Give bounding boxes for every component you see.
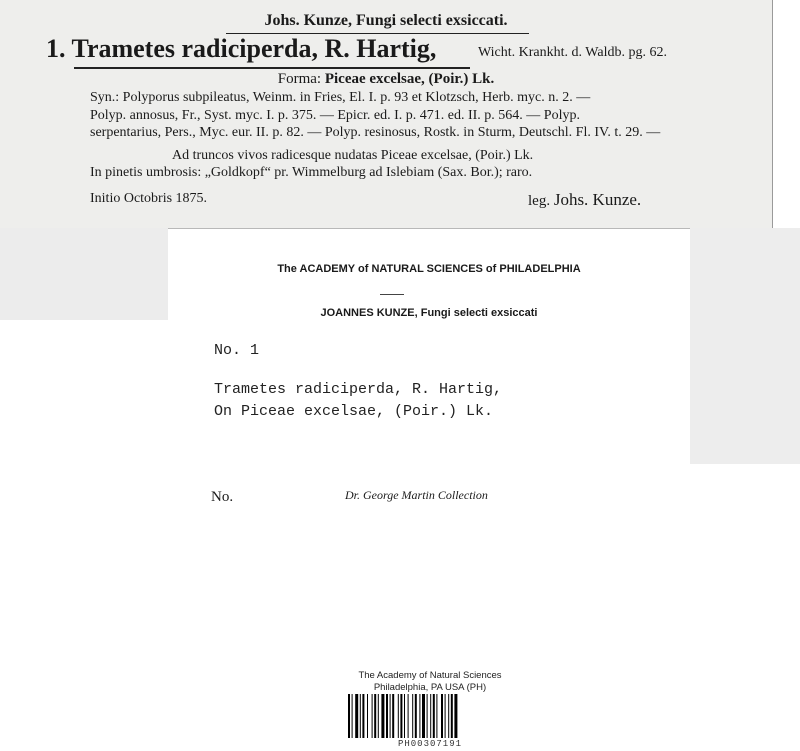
specimen-number: No. 1 bbox=[214, 342, 260, 359]
species-name: 1. Trametes radiciperda, R. Hartig, bbox=[46, 34, 437, 63]
institution-rule bbox=[380, 294, 404, 295]
synonymy-line: Syn.: Polyporus subpileatus, Weinm. in Fries, El. I. p. 93 et Klotzsch, Herb. myc. n. 2. — bbox=[90, 90, 591, 105]
kunze-exsiccata-label bbox=[0, 0, 773, 229]
forma-name: Piceae excelsae, (Poir.) Lk. bbox=[324, 71, 495, 87]
label-header: Johs. Kunze, Fungi selecti exsiccati. bbox=[264, 12, 508, 29]
synonymy-line: Polyp. annosus, Fr., Syst. myc. I. p. 375. — Epicr. ed. I. p. 471. ed. II. p. 564. — Polyp. bbox=[90, 107, 580, 123]
forma-prefix: Forma: bbox=[277, 71, 325, 87]
species-reference: Wicht. Krankht. d. Waldb. pg. 62. bbox=[478, 45, 667, 60]
collector-line bbox=[528, 190, 641, 210]
synonymy-block bbox=[90, 89, 750, 142]
paper-edge bbox=[0, 228, 168, 320]
species-underline bbox=[74, 67, 470, 69]
martin-collection: Dr. George Martin Collection bbox=[345, 488, 488, 502]
series-name: JOANNES KUNZE, Fungi selecti exsiccati bbox=[320, 307, 538, 319]
habitat-line: Ad truncos vivos radicesque nudatas Piceae excelsae, (Poir.) Lk. bbox=[172, 148, 534, 163]
martin-number-label: No. bbox=[211, 489, 234, 505]
collector-name: Johs. Kunze. bbox=[553, 190, 642, 209]
habitat-line: In pinetis umbrosis: „Goldkopf“ pr. Wimmelburg ad Islebiam (Sax. Bor.); raro. bbox=[90, 165, 533, 180]
paper-edge bbox=[690, 228, 800, 464]
forma-line bbox=[0, 71, 772, 88]
institution-name: The ACADEMY of NATURAL SCIENCES of PHILADELPHIA bbox=[277, 263, 581, 275]
leg-prefix: leg. bbox=[528, 193, 554, 209]
barcode-institution: The Academy of Natural Sciences bbox=[358, 670, 502, 681]
synonymy-line: serpentarius, Pers., Myc. eur. II. p. 82. — Polyp. resinosus, Rostk. in Sturm, Deutschl. Fl. IV. t. 29. — bbox=[90, 125, 661, 140]
academy-label bbox=[168, 230, 690, 464]
barcode-label bbox=[332, 670, 528, 751]
barcode-number: PH00307191 bbox=[397, 739, 462, 749]
barcode-icon bbox=[348, 694, 512, 738]
taxon-line: Trametes radiciperda, R. Hartig, bbox=[214, 381, 503, 398]
host-line: On Piceae excelsae, (Poir.) Lk. bbox=[214, 403, 494, 420]
barcode-location: Philadelphia, PA USA (PH) bbox=[373, 682, 487, 693]
collection-date: Initio Octobris 1875. bbox=[90, 191, 208, 206]
